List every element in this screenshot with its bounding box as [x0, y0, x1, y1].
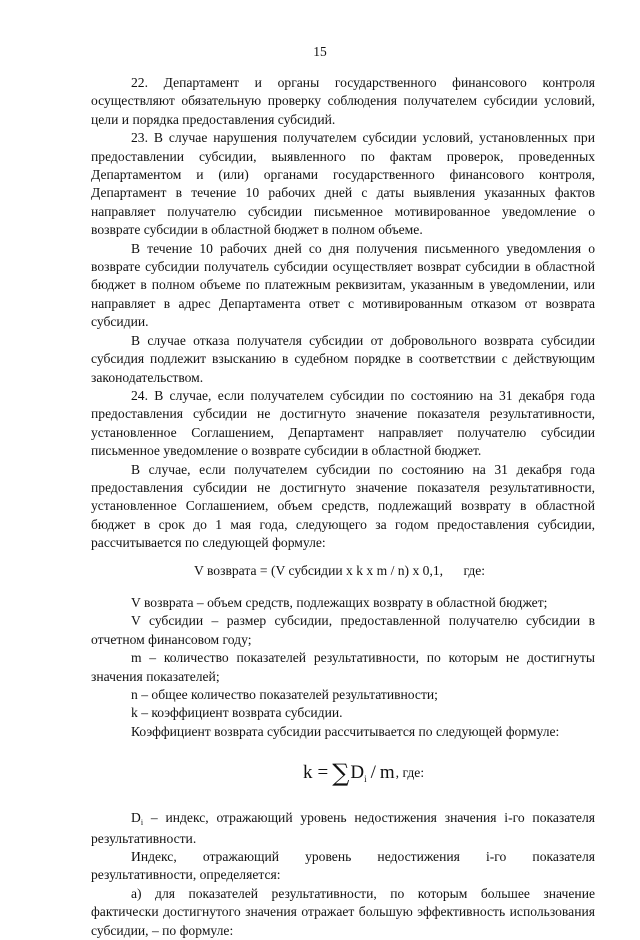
coefficient-formula [91, 759, 595, 787]
item-a: а) для показателей результативности, по которым большее значение фактически достигнутого значения отражает большую эффективность использования субсидии, – по формуле: [91, 885, 595, 938]
paragraph-22: 22. Департамент и органы государственного финансового контроля осуществляют обязательную проверку соблюдения получателем субсидии условий, цели и порядка предоставления субсидий. [91, 75, 595, 127]
formula-tail: , где: [395, 765, 425, 781]
paragraph-return-deadline: В течение 10 рабочих дней со дня получения письменного уведомления о возврате субсидии получатель субсидии осуществляет возврат субсидии в областной бюджет в полном объеме по платежным реквизитам, указанным в уведомлении, или направляет в адрес Департамента ответ с мотивированным отказом от возврата субсидии. [91, 240, 595, 330]
paragraph-return-volume: В случае, если получателем субсидии по состоянию на 31 декабря года предоставления субсидии не достигнуто значение показателя результативности, установленное Соглашением, объем средств, подлежащий возврату в областной бюджет в срок до 1 мая года, следующего за годом предоставления субсидии, рассчитывается по следующей формуле: [91, 461, 595, 551]
paragraph-refusal: В случае отказа получателя субсидии от добровольного возврата субсидии субсидия подлежит взысканию в судебном порядке в соответствии с действующим законодательством. [91, 332, 595, 385]
di-text: – индекс, отражающий уровень недостижения значения i-го показателя результативности. [91, 810, 595, 846]
return-volume-formula: V возврата = (V субсидии x k x m / n) x 0,1, где: [194, 562, 486, 578]
formula-d: D [350, 762, 365, 784]
coefficient-intro: Коэффициент возврата субсидии рассчитывается по следующей формуле: [131, 723, 560, 739]
formula-k: k [303, 762, 313, 784]
definition-n: n – общее количество показателей результативности; [131, 687, 438, 702]
page-number: 15 [313, 44, 327, 59]
index-line-2: результативности, определяется: [91, 867, 281, 883]
document-body [91, 74, 595, 940]
di-letter: D [131, 810, 141, 826]
formula-m: m [379, 762, 395, 784]
formula-equals: = [317, 762, 329, 784]
paragraph-23: 23. В случае нарушения получателем субсидии условий, установленных при предоставлении субсидии, выявленного по фактам проверок, проведенных Департаментом и (или) органами государственного финансового контроля, Департамент в течение 10 рабочих дней с даты выявления указанных фактов направляет получателю субсидии письменное мотивированное уведомление о возврате субсидии в областной бюджет в полном объеме. [91, 130, 595, 238]
definition-v-return: V возврата – объем средств, подлежащих возврату в областной бюджет; [131, 594, 548, 610]
formula-slash: / [370, 762, 376, 784]
definition-di [91, 809, 595, 848]
definition-v-subsidy: V субсидии – размер субсидии, предоставленной получателю субсидии в отчетном финансовом году; [91, 613, 595, 647]
definition-m: m – количество показателей результативности, по которым не достигнуты значения показателей; [91, 650, 595, 684]
paragraph-24: 24. В случае, если получателем субсидии по состоянию на 31 декабря года предоставления субсидии не достигнуто значение показателя результативности, установленное Соглашением, Департамент направляет получателю субсидии письменное уведомление о возврате субсидии в областной бюджет. [91, 387, 595, 459]
formula-subscript-i: i [364, 774, 367, 785]
definition-k: k – коэффициент возврата субсидии. [131, 705, 343, 721]
index-line-1: Индекс, отражающий уровень недостижения i-го показателя [131, 849, 595, 865]
sum-symbol: ∑ [332, 759, 350, 788]
di-subscript: i [140, 818, 144, 828]
